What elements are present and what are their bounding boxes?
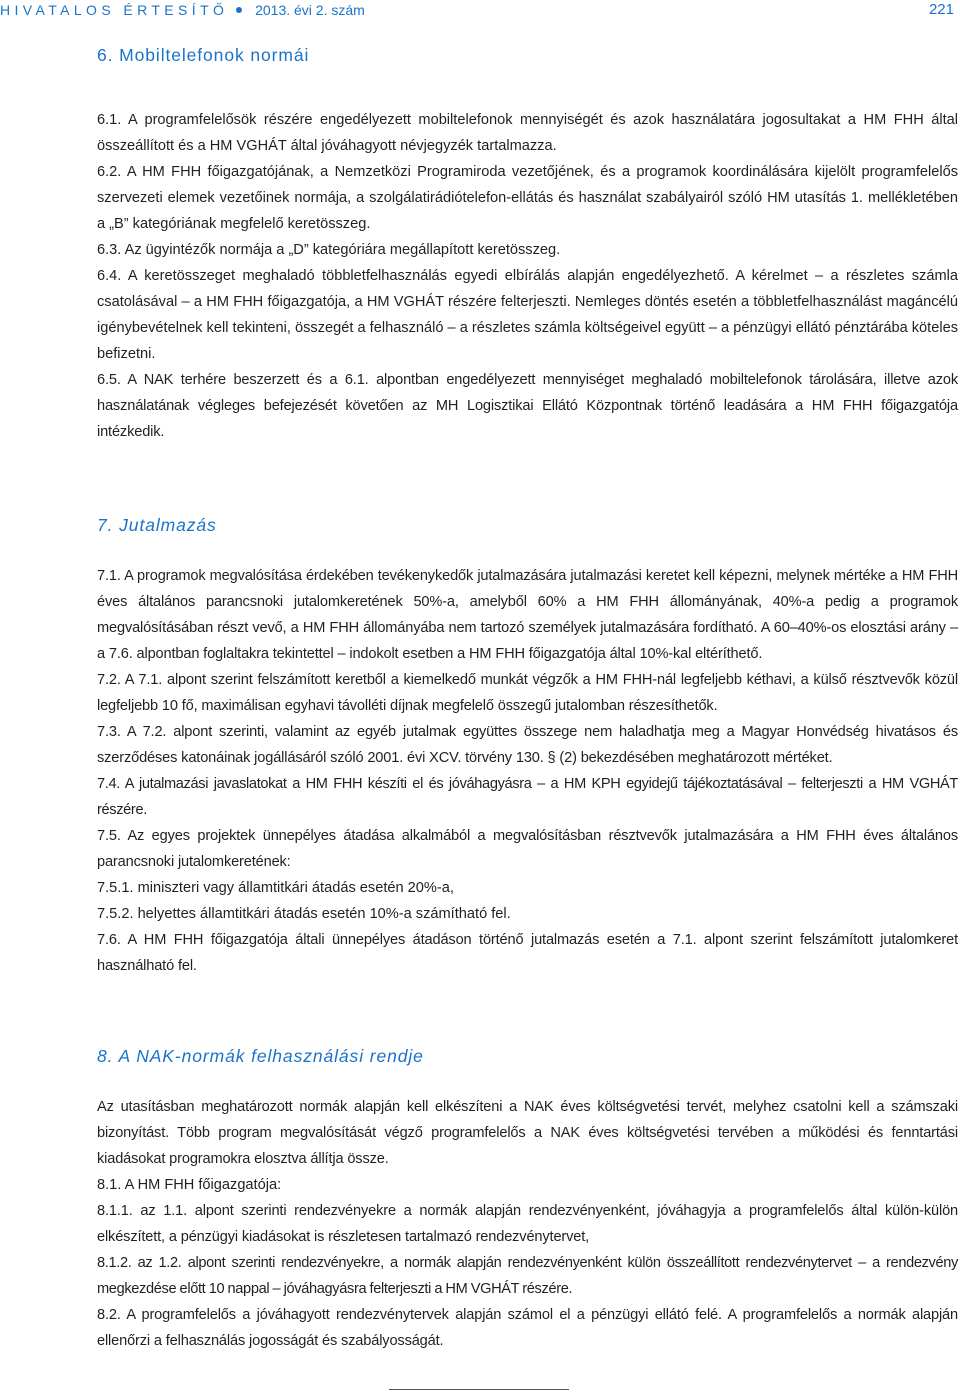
section-8-title: 8. A NAK-normák felhasználási rendje: [97, 1046, 424, 1066]
paragraph-7-5: 7.5. Az egyes projektek ünnepélyes átadása alkalmából a megvalósításban résztvevők jutalmazására a HM FHH éves általános parancsnoki jutalomkeretének:: [97, 828, 958, 870]
paragraph-7-6: 7.6. A HM FHH főigazgatója általi ünnepélyes átadáson történő jutalmazás esetén a 7.1. alpont szerint felszámított jutalomkeret használható fel.: [97, 932, 958, 974]
paragraph-8-intro: Az utasításban meghatározott normák alapján kell elkészíteni a NAK éves költségvetési tervét, melyhez csatolni kell a számszaki bizonyítást. Több program megvalósítását végző programfelelős a NAK éves költségvetési tervében a működési és fenntartási kiadásokat programokra elosztva állítja össze.: [97, 1099, 958, 1167]
paragraph-7-5-1: 7.5.1. miniszteri vagy államtitkári átadás esetén 20%-a,: [97, 880, 454, 896]
footer-divider: [389, 1389, 569, 1390]
issue-label: 2013. évi 2. szám: [255, 2, 365, 18]
paragraph-7-2: 7.2. A 7.1. alpont szerint felszámított keretből a kiemelkedő munkát végzők a HM FHH-nál legfeljebb kéthavi, a külső résztvevők közül legfeljebb 10 fő, maximálisan egyhavi távolléti díjnak megfelelő összegű jutalomban részesíthetők.: [97, 672, 958, 714]
section-7-title: 7. Jutalmazás: [97, 515, 217, 535]
publication-line: [0, 0, 365, 20]
paragraph-8-2: 8.2. A programfelelős a jóváhagyott rendezvénytervek alapján számol el a pénzügyi ellátó felé. A programfelelős a normák alapján ellenőrzi a felhasználás jogosságát és szabályosságát.: [97, 1307, 958, 1349]
bullet-separator-icon: [236, 7, 242, 13]
paragraph-7-3: 7.3. A 7.2. alpont szerinti, valamint az egyéb jutalmak együttes összege nem haladhatja meg a Magyar Honvédség hivatásos és szerződéses katonáinak jogállásáról szóló 2001. évi XCV. törvény 130. § (2) bekezdésében meghatározott mértéket.: [97, 724, 958, 766]
paragraph-7-4: 7.4. A jutalmazási javaslatokat a HM FHH készíti el és jóváhagyásra – a HM KPH egyidejű tájékoztatásával – felterjeszti a HM VGHÁT részére.: [97, 776, 958, 818]
paragraph-8-1: 8.1. A HM FHH főigazgatója:: [97, 1177, 282, 1193]
document-body: [97, 24, 958, 1354]
paragraph-6-5: 6.5. A NAK terhére beszerzett és a 6.1. alpontban engedélyezett mennyiséget meghaladó mobiltelefonok tárolására, illetve azok használatának végleges befejezését követően az MH Logisztikai Ellátó Központnak történő leadására a HM FHH főigazgatója intézkedik.: [97, 372, 958, 440]
paragraph-8-1-2: 8.1.2. az 1.2. alpont szerinti rendezvényekre, a normák alapján rendezvényenként külön összeállított rendezvénytervet – a rendezvény megkezdése előtt 10 nappal – jóváhagyásra felterjeszti a HM VGHÁT részére.: [97, 1255, 958, 1297]
page-number: 221: [928, 1, 954, 18]
paragraph-6-4: 6.4. A keretösszeget meghaladó többletfelhasználás egyedi elbírálás alapján engedélyezhető. A kérelmet – a részletes számla csatolásával – a HM FHH főigazgatója, a HM VGHÁT részére felterjeszti. Nemleges döntés esetén a többletfelhasználást magáncélú igénybevételnek kell tekinteni, összegét a felhasználó – a részletes számla költségeivel együtt – a pénzügyi ellátó pénztárába köteles befizetni.: [97, 268, 958, 362]
paragraph-6-1: 6.1. A programfelelősök részére engedélyezett mobiltelefonok mennyiségét és azok használatára jogosultakat a HM FHH által összeállított és a HM VGHÁT által jóváhagyott névjegyzék tartalmazza.: [97, 112, 958, 154]
paragraph-7-1: 7.1. A programok megvalósítása érdekében tevékenykedők jutalmazására jutalmazási keretet kell képezni, melynek mértéke a HM FHH éves általános parancsnoki jutalomkeretének 50%-a, amelyből 60% a HM FHH állományának, 40%-a pedig a programok megvalósításában részt vevő, a HM FHH állományába nem tartozó személyek jutalmazására fordítható. A 60–40%-os elosztási arány – a 7.6. alpontban foglaltakra tekintettel – indokolt esetben a HM FHH főigazgatója által 10%-kal eltéríthető.: [97, 568, 958, 662]
section-6-title: 6. Mobiltelefonok normái: [97, 45, 310, 65]
paragraph-6-2: 6.2. A HM FHH főigazgatójának, a Nemzetközi Programiroda vezetőjének, és a programok koordinálására kijelölt programfelelős szervezeti elemek vezetőinek normája, a szolgálatirádiótelefon-ellátás és használat szabályairól szóló HM utasítás 1. mellékletében a „B” kategóriának megfelelő keretösszeg.: [97, 164, 958, 232]
journal-title: HIVATALOS ÉRTESÍTŐ: [0, 2, 229, 18]
paragraph-6-3: 6.3. Az ügyintézők normája a „D” kategóriára megállapított keretösszeg.: [97, 242, 561, 258]
paragraph-8-1-1: 8.1.1. az 1.1. alpont szerinti rendezvényekre a normák alapján rendezvényenként, jóváhagyja a programfelelős által külön-külön elkészített, a pénzügyi kiadásokat is részletesen tartalmazó rendezvénytervet,: [97, 1203, 958, 1245]
running-header: [0, 0, 960, 20]
paragraph-7-5-2: 7.5.2. helyettes államtitkári átadás esetén 10%-a számítható fel.: [97, 906, 511, 922]
